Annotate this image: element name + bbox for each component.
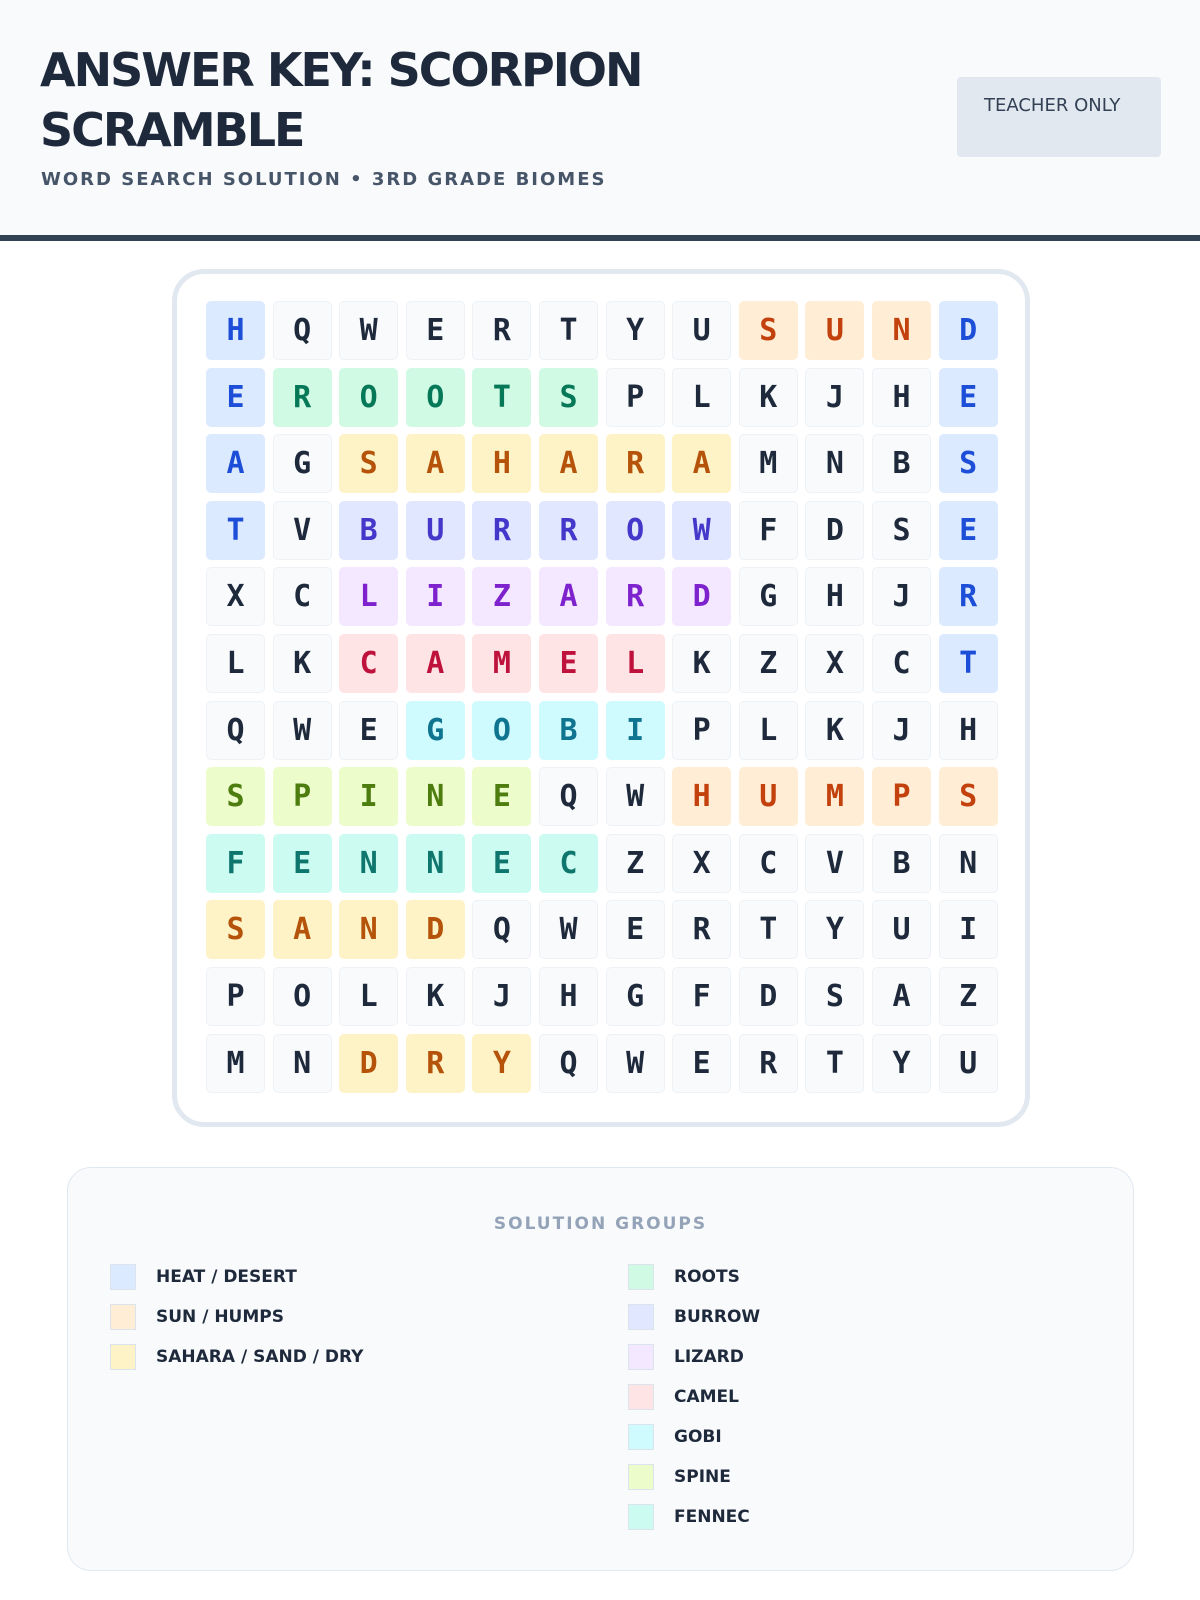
legend-label: SUN / HUMPS xyxy=(156,1307,284,1327)
grid-cell: G xyxy=(606,967,665,1026)
grid-cell: X xyxy=(805,634,864,693)
grid-cell: Z xyxy=(606,834,665,893)
grid-cell: A xyxy=(672,434,731,493)
legend-label: BURROW xyxy=(674,1307,761,1327)
grid-cell: Z xyxy=(739,634,798,693)
grid-cell: R xyxy=(672,900,731,959)
grid-cell: H xyxy=(206,301,265,360)
grid-cell: M xyxy=(805,767,864,826)
grid-cell: J xyxy=(472,967,531,1026)
grid-cell: E xyxy=(606,900,665,959)
grid-cell: C xyxy=(872,634,931,693)
grid-cell: T xyxy=(739,900,798,959)
grid-cell: I xyxy=(939,900,998,959)
grid-cell: M xyxy=(739,434,798,493)
grid-cell: M xyxy=(206,1034,265,1093)
grid-cell: T xyxy=(805,1034,864,1093)
grid-cell: O xyxy=(406,368,465,427)
legend-swatch xyxy=(628,1384,654,1410)
grid-cell: R xyxy=(606,567,665,626)
legend-label: ROOTS xyxy=(674,1267,740,1287)
grid-cell: F xyxy=(739,501,798,560)
grid-cell: B xyxy=(539,701,598,760)
grid-cell: E xyxy=(339,701,398,760)
grid-cell: S xyxy=(539,368,598,427)
legend-swatch xyxy=(628,1304,654,1330)
grid-cell: R xyxy=(939,567,998,626)
grid-cell: U xyxy=(805,301,864,360)
grid-cell: N xyxy=(273,1034,332,1093)
grid-cell: C xyxy=(739,834,798,893)
grid-cell: N xyxy=(339,900,398,959)
grid-cell: H xyxy=(672,767,731,826)
grid-cell: D xyxy=(939,301,998,360)
grid-cell: W xyxy=(339,301,398,360)
legend-swatch xyxy=(110,1304,136,1330)
grid-cell: Z xyxy=(472,567,531,626)
grid-cell: K xyxy=(672,634,731,693)
grid-cell: B xyxy=(339,501,398,560)
grid-cell: A xyxy=(406,434,465,493)
grid-cell: C xyxy=(339,634,398,693)
grid-cell: I xyxy=(606,701,665,760)
grid-cell: N xyxy=(406,834,465,893)
grid-cell: S xyxy=(206,767,265,826)
grid-cell: L xyxy=(606,634,665,693)
grid-cell: F xyxy=(206,834,265,893)
solution-legend xyxy=(67,1167,1134,1571)
grid-cell: Q xyxy=(472,900,531,959)
grid-cell: R xyxy=(406,1034,465,1093)
grid-cell: I xyxy=(339,767,398,826)
grid-cell: E xyxy=(939,501,998,560)
grid-cell: K xyxy=(739,368,798,427)
grid-cell: E xyxy=(939,368,998,427)
legend-label: GOBI xyxy=(674,1427,722,1447)
grid-cell: T xyxy=(472,368,531,427)
grid-cell: N xyxy=(805,434,864,493)
grid-cell: N xyxy=(939,834,998,893)
grid-cell: S xyxy=(939,767,998,826)
grid-cell: W xyxy=(672,501,731,560)
grid-cell: E xyxy=(406,301,465,360)
grid-cell: H xyxy=(472,434,531,493)
teacher-only-badge: TEACHER ONLY xyxy=(957,77,1161,157)
grid-cell: A xyxy=(273,900,332,959)
grid-cell: T xyxy=(206,501,265,560)
grid-cell: Q xyxy=(539,767,598,826)
grid-cell: E xyxy=(472,834,531,893)
grid-cell: E xyxy=(672,1034,731,1093)
page-subtitle: WORD SEARCH SOLUTION • 3RD GRADE BIOMES xyxy=(41,169,607,190)
grid-cell: R xyxy=(539,501,598,560)
grid-cell: E xyxy=(539,634,598,693)
grid-cell: F xyxy=(672,967,731,1026)
grid-cell: Y xyxy=(872,1034,931,1093)
grid-cell: X xyxy=(206,567,265,626)
grid-cell: L xyxy=(339,567,398,626)
legend-label: CAMEL xyxy=(674,1387,739,1407)
legend-label: HEAT / DESERT xyxy=(156,1267,297,1287)
grid-cell: L xyxy=(672,368,731,427)
grid-cell: O xyxy=(472,701,531,760)
grid-cell: A xyxy=(406,634,465,693)
grid-cell: K xyxy=(805,701,864,760)
grid-cell: N xyxy=(406,767,465,826)
grid-cell: S xyxy=(739,301,798,360)
grid-cell: O xyxy=(606,501,665,560)
grid-cell: V xyxy=(273,501,332,560)
grid-cell: U xyxy=(406,501,465,560)
grid-cell: W xyxy=(539,900,598,959)
legend-swatch xyxy=(628,1424,654,1450)
grid-cell: H xyxy=(805,567,864,626)
grid-cell: C xyxy=(273,567,332,626)
grid-cell: R xyxy=(472,501,531,560)
grid-cell: R xyxy=(606,434,665,493)
grid-cell: G xyxy=(406,701,465,760)
header xyxy=(0,0,1200,241)
grid-cell: P xyxy=(672,701,731,760)
grid-cell: N xyxy=(872,301,931,360)
grid-cell: U xyxy=(739,767,798,826)
grid-cell: A xyxy=(539,567,598,626)
grid-cell: J xyxy=(805,368,864,427)
grid-cell: L xyxy=(339,967,398,1026)
grid-cell: K xyxy=(406,967,465,1026)
grid-cell: K xyxy=(273,634,332,693)
grid-cell: Z xyxy=(939,967,998,1026)
grid-cell: L xyxy=(739,701,798,760)
grid-cell: G xyxy=(273,434,332,493)
grid-cell: X xyxy=(672,834,731,893)
grid-cell: R xyxy=(273,368,332,427)
grid-cell: S xyxy=(339,434,398,493)
grid-cell: W xyxy=(606,767,665,826)
legend-heading: SOLUTION GROUPS xyxy=(493,1214,708,1234)
grid-cell: H xyxy=(539,967,598,1026)
grid-cell: E xyxy=(472,767,531,826)
grid-cell: W xyxy=(606,1034,665,1093)
grid-cell: D xyxy=(406,900,465,959)
grid-cell: T xyxy=(939,634,998,693)
grid-cell: S xyxy=(939,434,998,493)
grid-cell: S xyxy=(805,967,864,1026)
grid-cell: O xyxy=(339,368,398,427)
grid-cell: W xyxy=(273,701,332,760)
grid-cell: P xyxy=(273,767,332,826)
grid-cell: Y xyxy=(805,900,864,959)
grid-cell: D xyxy=(672,567,731,626)
page-title: ANSWER KEY: SCORPION SCRAMBLE xyxy=(40,43,642,157)
legend-label: SPINE xyxy=(674,1467,731,1487)
grid-cell: G xyxy=(739,567,798,626)
legend-swatch xyxy=(628,1344,654,1370)
grid-cell: I xyxy=(406,567,465,626)
grid-cell: J xyxy=(872,701,931,760)
grid-cell: D xyxy=(339,1034,398,1093)
grid-cell: C xyxy=(539,834,598,893)
grid-cell: R xyxy=(739,1034,798,1093)
grid-cell: N xyxy=(339,834,398,893)
grid-cell: A xyxy=(872,967,931,1026)
grid-cell: A xyxy=(539,434,598,493)
grid-cell: S xyxy=(206,900,265,959)
grid-cell: H xyxy=(939,701,998,760)
grid-cell: S xyxy=(872,501,931,560)
legend-label: SAHARA / SAND / DRY xyxy=(156,1347,364,1367)
grid-cell: E xyxy=(273,834,332,893)
legend-swatch xyxy=(110,1344,136,1370)
grid-cell: T xyxy=(539,301,598,360)
grid-cell: Q xyxy=(206,701,265,760)
legend-swatch xyxy=(628,1264,654,1290)
grid-cell: R xyxy=(472,301,531,360)
legend-label: LIZARD xyxy=(674,1347,744,1367)
grid-cell: P xyxy=(606,368,665,427)
grid-cell: D xyxy=(805,501,864,560)
grid-cell: U xyxy=(672,301,731,360)
grid-cell: V xyxy=(805,834,864,893)
grid-cell: D xyxy=(739,967,798,1026)
legend-swatch xyxy=(628,1464,654,1490)
grid-cell: P xyxy=(206,967,265,1026)
legend-label: FENNEC xyxy=(674,1507,750,1527)
grid-cell: P xyxy=(872,767,931,826)
grid-cell: H xyxy=(872,368,931,427)
grid-cell: O xyxy=(273,967,332,1026)
grid-cell: Q xyxy=(539,1034,598,1093)
grid-cell: Q xyxy=(273,301,332,360)
grid-cell: E xyxy=(206,368,265,427)
grid-cell: Y xyxy=(472,1034,531,1093)
grid-cell: U xyxy=(872,900,931,959)
legend-swatch xyxy=(628,1504,654,1530)
grid-cell: B xyxy=(872,434,931,493)
grid-cell: J xyxy=(872,567,931,626)
legend-swatch xyxy=(110,1264,136,1290)
grid-cell: M xyxy=(472,634,531,693)
grid-cell: U xyxy=(939,1034,998,1093)
grid-cell: Y xyxy=(606,301,665,360)
grid-cell: L xyxy=(206,634,265,693)
word-search-grid xyxy=(172,269,1030,1127)
grid-cell: A xyxy=(206,434,265,493)
grid-cell: B xyxy=(872,834,931,893)
